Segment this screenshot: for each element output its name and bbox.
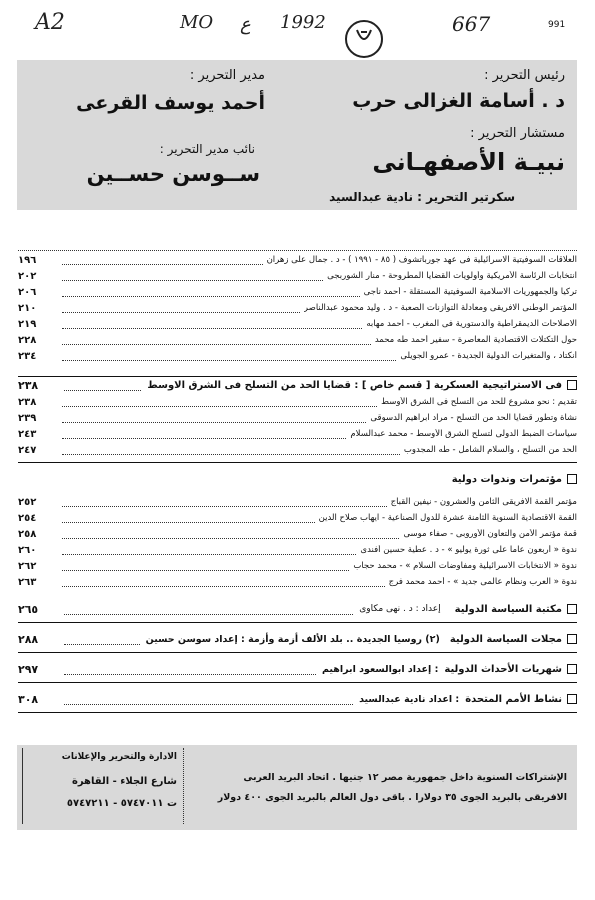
stamp-circle <box>345 20 383 58</box>
divider <box>18 462 577 463</box>
toc-entry-title: تقديم : نحو مشروع للحد من التسلح فى الشرق الأوسط <box>381 397 577 407</box>
editorial-advisor-label: مستشار التحرير : <box>470 126 565 141</box>
toc-section-library[interactable] <box>18 600 577 618</box>
managing-editor-name: أحمد يوسف القرعى <box>76 92 265 114</box>
subscription-line-2: الافريقى بالبريد الجوى ٣٥ دولارا . باقى دول العالم بالبريد الجوى ٤٠٠ دولار <box>217 792 567 803</box>
toc-entry[interactable] <box>18 574 577 590</box>
dot-leader <box>62 272 323 281</box>
deputy-editor-name: ســوسن حســين <box>86 162 260 186</box>
toc-entry-title: المؤتمر الوطنى الافريقى ومعادلة التوازنات الصعبة - د . وليد محمود عبدالناصر <box>303 303 577 313</box>
dot-leader <box>62 288 360 297</box>
toc-entry-page: ٢٠٦ <box>18 286 37 298</box>
handwritten-note-mo: MO <box>180 12 214 33</box>
checkbox-icon <box>567 380 577 390</box>
toc-section-military-strategy[interactable] <box>18 376 577 394</box>
dot-leader <box>62 578 385 587</box>
toc-entry[interactable] <box>18 558 577 574</box>
toc-entry-title: العلاقات السوفيتية الاسرائيلية فى عهد جورباتشوف ( ٨٥ - ١٩٩١ ) - د . جمال على زهران <box>266 255 577 265</box>
toc-entry[interactable] <box>18 316 577 332</box>
toc-entry-page: ٢١٩ <box>18 318 37 330</box>
section-label: شهريات الأحداث الدولية <box>444 663 562 675</box>
dot-leader <box>62 256 263 265</box>
toc-entry[interactable] <box>18 300 577 316</box>
dot-leader <box>62 430 346 439</box>
toc-entry-title: ندوة « الانتخابات الاسرائيلية ومفاوضات السلام » - محمد حجاب <box>353 561 577 571</box>
section-label: مؤتمرات وندوات دولية <box>451 473 562 485</box>
admin-address: شارع الجلاء - القاهرة <box>71 776 177 787</box>
dot-leader <box>62 414 366 423</box>
chief-editor-label: رئيس التحرير : <box>484 68 565 83</box>
toc-entry-title: أنكتاد ، والمتغيرات الدولية الجديدة - عمرو الجويلى <box>400 351 577 361</box>
section-detail: : إعداد ابوالسعود ابراهيم <box>321 663 439 675</box>
toc-entry[interactable] <box>18 442 577 458</box>
checkbox-icon <box>567 604 577 614</box>
section-page: ٢٣٨ <box>18 378 39 392</box>
toc-entry[interactable] <box>18 284 577 300</box>
deputy-editor-label: نائب مدير التحرير : <box>159 142 255 156</box>
handwritten-note-ain: ع <box>240 14 251 35</box>
toc-entry-title: مؤتمر القمة الافريقى الثامن والعشرون - نيفين القباج <box>390 497 577 507</box>
toc-entry[interactable] <box>18 268 577 284</box>
toc-entry[interactable] <box>18 542 577 558</box>
section-page: ٢٩٧ <box>18 662 39 676</box>
editorial-secretary: سكرتير التحرير : نادية عبدالسيد <box>329 190 515 204</box>
dot-leader <box>62 336 371 345</box>
dot-leader <box>64 380 141 391</box>
toc-entry-title: الحد من التسلح ، والسلام الشامل - طه المجدوب <box>403 445 577 455</box>
admin-title: الادارة والتحرير والإعلانات <box>61 752 177 762</box>
stamp-mark <box>347 22 381 56</box>
section-label: نشاط الأمم المتحدة <box>465 693 562 705</box>
divider <box>18 682 577 683</box>
divider <box>18 652 577 653</box>
toc-section-monthly-events[interactable] <box>18 660 577 678</box>
toc-entry[interactable] <box>18 526 577 542</box>
toc-entry-title: ندوة « العرب ونظام عالمى جديد » - أحمد محمد فرج <box>388 577 577 587</box>
dot-leader <box>64 634 140 645</box>
toc-entry-page: ٢٤٧ <box>18 444 37 456</box>
dot-leader <box>64 694 353 705</box>
managing-editor-label: مدير التحرير : <box>189 68 265 83</box>
dot-leader <box>62 514 315 523</box>
toc-entry-page: ٢٣٨ <box>18 396 37 408</box>
dot-leader <box>64 604 353 615</box>
section-page: ٣٠٨ <box>18 692 39 706</box>
toc-entry[interactable] <box>18 348 577 364</box>
toc-entry-page: ٢٣٤ <box>18 350 37 362</box>
toc-section-journals[interactable] <box>18 630 577 648</box>
section-page: ٢٨٨ <box>18 632 39 646</box>
dot-leader <box>62 498 387 507</box>
dot-leader <box>62 562 349 571</box>
toc-entry-title: تركيا والجمهوريات الاسلامية السوفيتية المستقلة - أحمد ناجى <box>363 287 577 297</box>
divider <box>18 622 577 623</box>
toc-section-un-activity[interactable] <box>18 690 577 708</box>
dot-leader <box>62 320 362 329</box>
dot-leader <box>62 446 400 455</box>
dot-leader <box>62 530 399 539</box>
toc-entry-page: ٢٠٢ <box>18 270 37 282</box>
divider <box>18 250 577 251</box>
section-page: ٢٦٥ <box>18 602 39 616</box>
toc-entry-page: ٢٢٨ <box>18 334 37 346</box>
toc-entry-page: ١٩٦ <box>18 254 37 266</box>
section-label: مجلات السياسة الدولية <box>449 633 562 645</box>
section-label: مكتبة السياسة الدولية <box>454 603 562 615</box>
toc-entry-page: ٢٦٠ <box>18 544 37 556</box>
checkbox-icon <box>567 474 577 484</box>
section-detail: : اعداد نادية عبدالسيد <box>359 693 460 705</box>
editorial-advisor-name: نبيـة الأصفهـانى <box>372 148 565 176</box>
dot-leader <box>62 546 356 555</box>
admin-panel <box>22 748 184 824</box>
toc-entry[interactable] <box>18 494 577 510</box>
handwritten-note-year: 1992 <box>280 12 326 33</box>
toc-entry-page: ٢٥٤ <box>18 512 37 524</box>
toc-entry[interactable] <box>18 510 577 526</box>
toc-entry-title: سياسات الضبط الدولى لتسلح الشرق الأوسط - محمد عبدالسلام <box>350 429 577 439</box>
toc-entry-page: ٢١٠ <box>18 302 37 314</box>
dot-leader <box>62 398 377 407</box>
toc-entry[interactable] <box>18 252 577 268</box>
toc-entry-page: ٢٦٣ <box>18 576 37 588</box>
toc-entry-title: قمة مؤتمر الأمن والتعاون الأوروبى - صفاء موسى <box>403 529 577 539</box>
handwritten-note-a2: A2 <box>35 10 65 35</box>
toc-entry[interactable] <box>18 394 577 410</box>
toc-entry[interactable] <box>18 426 577 442</box>
toc-entry-page: ٢٦٢ <box>18 560 37 572</box>
checkbox-icon <box>567 694 577 704</box>
toc-entry-title: القمة الاقتصادية السنوية الثامنة عشرة للدول الصناعية - ايهاب صلاح الدين <box>318 513 577 523</box>
dot-leader <box>62 304 300 313</box>
toc-entry-title: الاصلاحات الديمقراطية والدستورية فى المغرب - أحمد مهابه <box>366 319 577 329</box>
toc-section-conferences[interactable] <box>18 470 577 488</box>
toc-entry-page: ٢٥٢ <box>18 496 37 508</box>
section-detail: (٢) روسيا الجديدة .. بلد الألف أزمة وأزمة : إعداد سوسن حسين <box>145 633 440 645</box>
toc-entry-title: حول التكتلات الاقتصادية المعاصرة - سفير أحمد طه محمد <box>374 335 577 345</box>
toc-entry-title: نشأة وتطور قضايا الحد من التسلح - مراد ابراهيم الدسوقى <box>370 413 577 423</box>
toc-entry-title: انتخابات الرئاسة الأمريكية وأولويات القضايا المطروحة - منار الشوربجى <box>327 271 577 281</box>
toc-entry-title: ندوة « أربعون عاما على ثورة يوليو » - د . عطية حسين أفندى <box>360 545 577 555</box>
section-label: فى الاستراتيجية العسكرية [ قسم خاص ] : قضايا الحد من التسلح فى الشرق الاوسط <box>147 379 562 391</box>
toc-entry[interactable] <box>18 332 577 348</box>
corner-number: 991 <box>548 20 566 30</box>
checkbox-icon <box>567 634 577 644</box>
divider <box>18 712 577 713</box>
admin-phone: ت ٥٧٤٧٠١١ - ٥٧٤٧٢١١ <box>66 798 177 809</box>
toc-entry-page: ٢٤٣ <box>18 428 37 440</box>
handwritten-note-page: 667 <box>452 12 491 36</box>
dot-leader <box>62 352 396 361</box>
section-detail: إعداد : د . نهى مكاوى <box>359 604 441 614</box>
dot-leader <box>64 664 316 675</box>
checkbox-icon <box>567 664 577 674</box>
subscription-line-1: الإشتراكات السنوية داخل جمهورية مصر ١٢ جنيها . اتحاد البريد العربى <box>243 772 567 783</box>
toc-entry[interactable] <box>18 410 577 426</box>
chief-editor-name: د . أسامة الغزالى حرب <box>352 90 565 112</box>
toc-entry-page: ٢٣٩ <box>18 412 37 424</box>
toc-entry-page: ٢٥٨ <box>18 528 37 540</box>
